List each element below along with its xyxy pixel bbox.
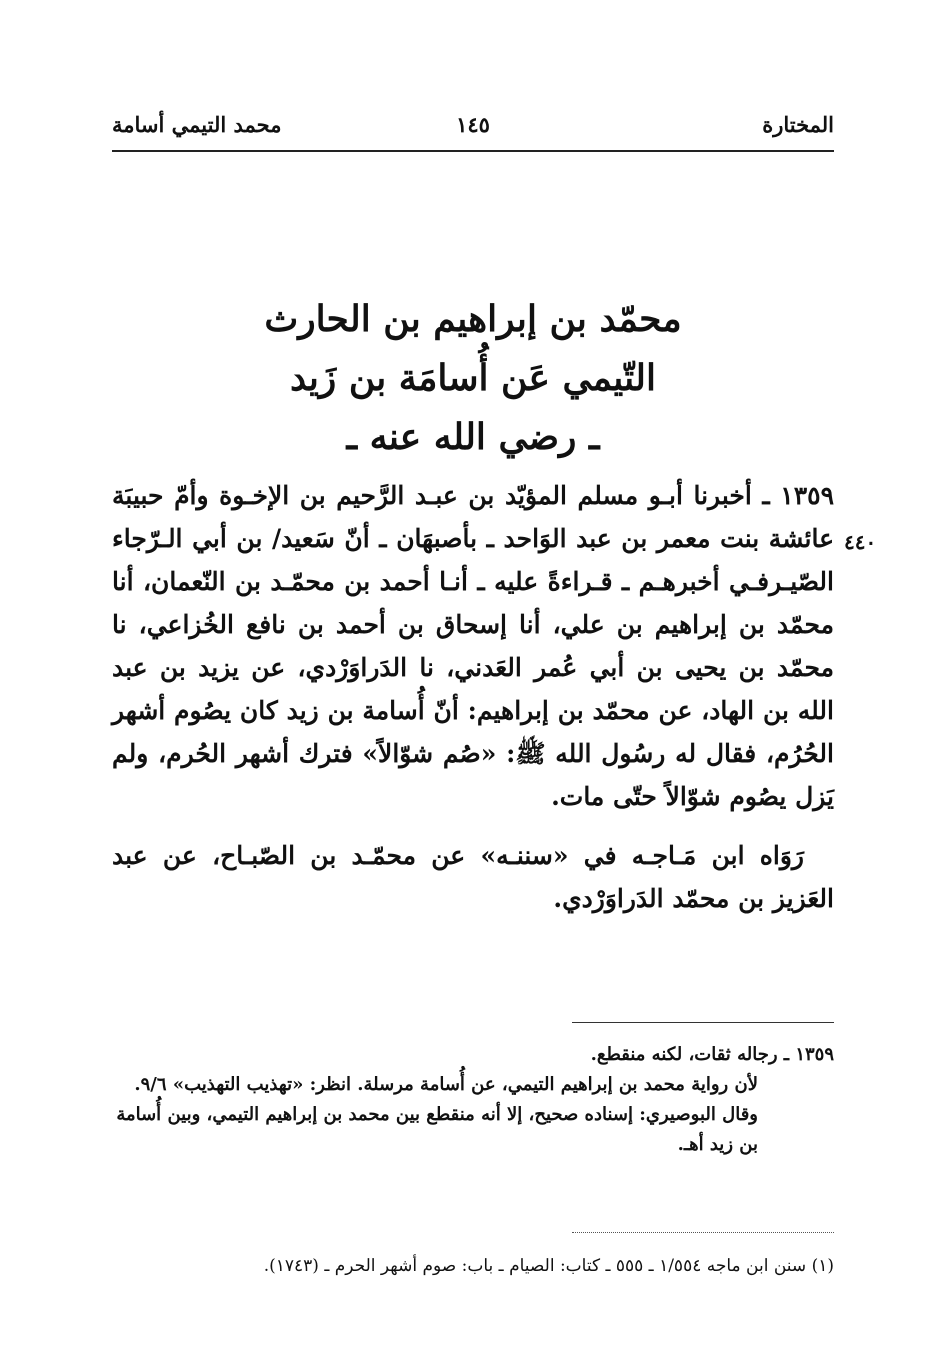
running-header (112, 112, 834, 146)
footnote-line-3: وقال البوصيري: إسناده صحيح، إلا أنه منقطع بين محمد بن إبراهيم التيمي، وبين أُسامة بن زيد أهـ. (116, 1104, 758, 1155)
header-rule (112, 150, 834, 152)
footnote-line-1: ١٣٥٩ ـ رجاله ثقات، لكنه منقطع. (590, 1044, 834, 1065)
section-name: محمد التيمي أسامة (112, 112, 282, 137)
narration-paragraph: رَوَاه ابن مَـاجـه في «سننـه» عن محمّـد بن الصّبـاح، عن عبد العَزيز بن محمّد الدَراوَرْدي. (112, 841, 834, 913)
source-rule (572, 1232, 834, 1233)
footnote-rule (572, 1022, 834, 1023)
hadith-number: ١٣٥٩ (780, 481, 834, 510)
footnote-line-2: لأن رواية محمد بن إبراهيم التيمي، عن أُسامة مرسلة. انظر: «تهذيب التهذيب» ٩/٦. (134, 1074, 758, 1095)
hadith-text: ـ أخبرنا أبـو مسلم المؤيّد بن عبـد الرَّحيم بن الإخـوة وأمّ حبيبَة عائشة بنت معمر بن عبد الوَاحد ـ بأصبهَان ـ أنّ سَعيد/ بن أبي الـرّجاء الصّيـرفـي أخبرهـم ـ قـراءةً عليه ـ أنـا أحمد بن محمّـد بن النّعمان، أنا محمّد بن إبراهيم بن علي، أنا إسحاق بن أحمد بن نافع الخُزاعي، نا محمّد بن يحيى بن أبي عُمر العَدني، نا الدَراوَرْدي، عن يزيد بن عبد الله بن الهاد، عن محمّد بن إبراهيم: أنّ أُسامة بن زيد كان يصُوم أشهر الحُرُم، فقال له رسُول الله ﷺ: «صُم شوّالاً» فترك أشهر الحُرم، ولم يَزل يصُوم شوّالاً حتّى مات. (112, 481, 834, 811)
hadith-paragraph (112, 474, 834, 818)
source-note: (١) سنن ابن ماجه ١/٥٥٤ ـ ٥٥٥ ـ كتاب: الصيام ـ باب: صوم أشهر الحرم ـ (١٧٤٣). (263, 1256, 834, 1276)
chapter-title (112, 290, 834, 467)
page-number: ١٤٥ (456, 112, 490, 137)
book-title: المختارة (762, 112, 834, 137)
footnotes (112, 1040, 834, 1160)
chapter-title-line-1: محمّد بن إبراهيم بن الحارث (264, 298, 682, 340)
margin-manuscript-folio: ٤٤٠ (844, 530, 877, 554)
main-text (112, 474, 834, 920)
chapter-title-line-2: التّيمي عَن أُسامَة بن زَيد (290, 357, 656, 399)
chapter-title-line-3: ـ رضي الله عنه ـ (346, 416, 600, 458)
